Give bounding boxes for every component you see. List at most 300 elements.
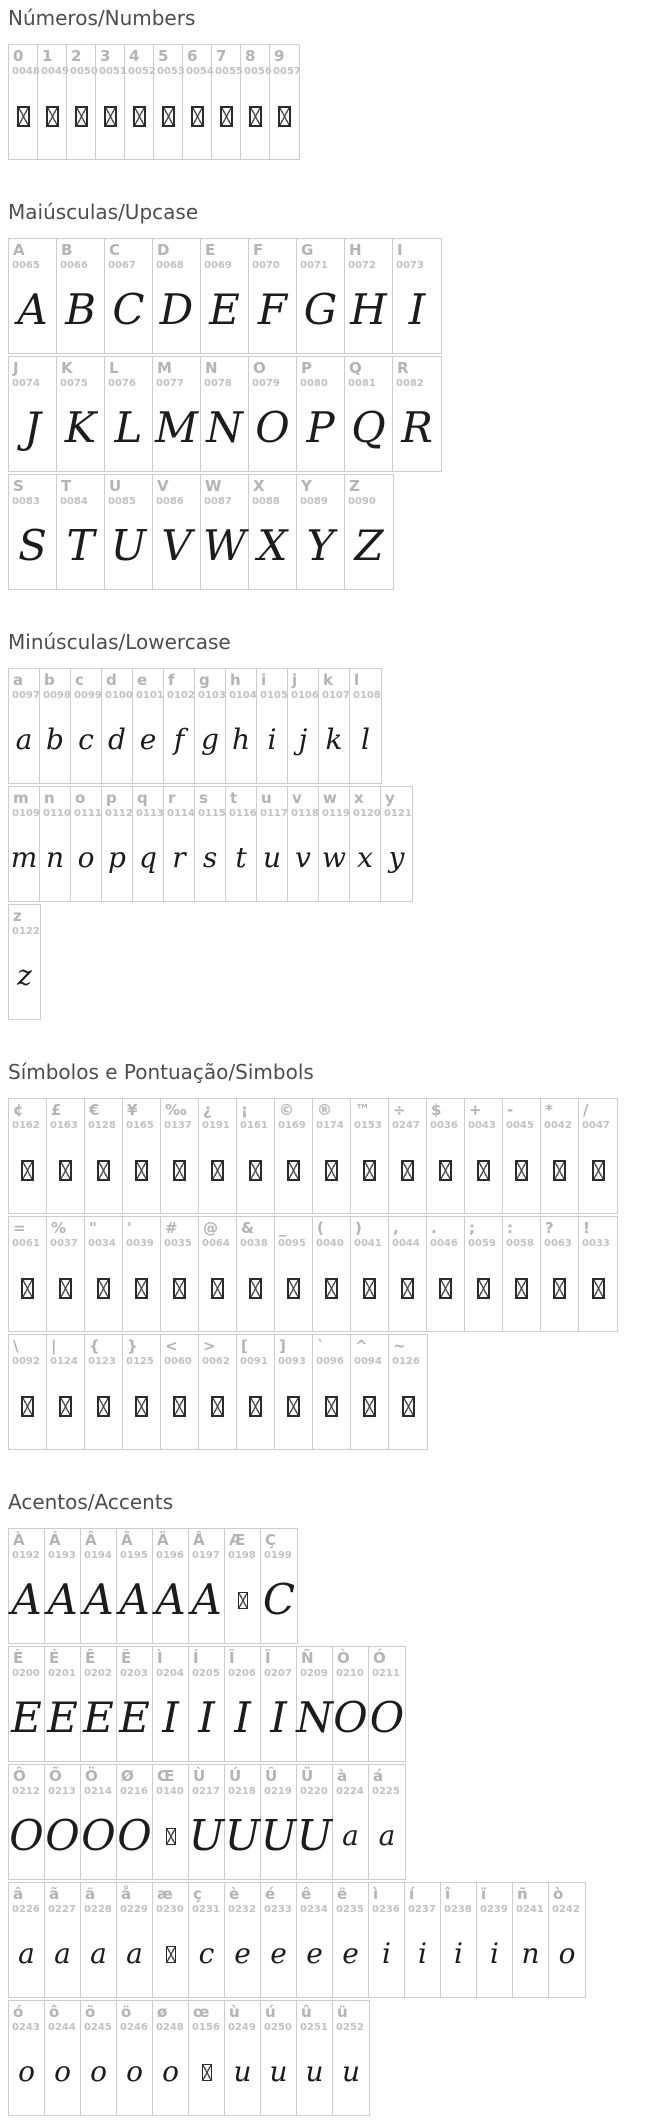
char-glyph: v (295, 841, 311, 874)
glyph-area (241, 79, 269, 153)
char-code: 0044 (392, 1238, 420, 1249)
char-label: È (13, 1649, 24, 1667)
char-label: } (127, 1337, 138, 1355)
char-glyph: I (198, 1693, 215, 1742)
char-code: 0128 (88, 1120, 116, 1131)
char-code: 0077 (156, 378, 184, 389)
missing-glyph-icon (173, 1160, 186, 1181)
char-label: Ç (265, 1531, 277, 1549)
missing-glyph-icon (59, 1396, 72, 1417)
char-code: 0106 (291, 690, 319, 701)
char-cell-0110 (40, 787, 71, 901)
char-code: 0068 (156, 260, 184, 271)
char-label: í (409, 1885, 415, 1903)
char-cell-0245 (81, 2001, 117, 2115)
char-cell-0048 (9, 45, 38, 159)
char-glyph: I (234, 1693, 251, 1742)
char-label: è (229, 1885, 240, 1903)
glyph-area (81, 1681, 116, 1755)
missing-glyph-icon (59, 1278, 72, 1299)
char-cell-0085 (105, 475, 153, 589)
char-label: Â (85, 1531, 97, 1549)
glyph-area (465, 1251, 502, 1325)
char-label: ^ (355, 1337, 368, 1355)
char-cell-0075 (57, 357, 105, 471)
glyph-area (9, 273, 56, 347)
char-label: ò (553, 1885, 564, 1903)
char-label: ú (265, 2003, 276, 2021)
glyph-area (45, 2035, 80, 2109)
glyph-area (81, 1799, 116, 1873)
char-glyph: i (418, 1937, 427, 1970)
glyph-area (9, 703, 39, 777)
char-glyph: r (172, 841, 186, 874)
glyph-area (381, 821, 412, 895)
char-cell-0140 (153, 1765, 189, 1879)
char-label: Z (349, 477, 360, 495)
char-code: 0113 (136, 808, 164, 819)
char-code: 0100 (105, 690, 133, 701)
missing-glyph-icon (515, 1278, 528, 1299)
glyph-area (81, 2035, 116, 2109)
glyph-area (225, 1917, 260, 1991)
char-code: 0060 (164, 1356, 192, 1367)
char-cell-0218 (225, 1765, 261, 1879)
char-cell-0107 (319, 669, 350, 783)
glyph-area (161, 1369, 198, 1443)
char-label: ¥ (127, 1101, 138, 1119)
char-label: $ (431, 1101, 442, 1119)
char-code: 0099 (74, 690, 102, 701)
char-label: Å (193, 1531, 205, 1549)
char-code: 0063 (544, 1238, 572, 1249)
char-code: 0191 (202, 1120, 230, 1131)
char-code: 0087 (204, 496, 232, 507)
char-code: 0085 (108, 496, 136, 507)
glyph-area (261, 1681, 296, 1755)
char-code: 0097 (12, 690, 40, 701)
char-label: ® (317, 1101, 332, 1119)
char-code: 0213 (48, 1786, 76, 1797)
section-title-accents: Acentos/Accents (8, 1490, 174, 1514)
char-code: 0123 (88, 1356, 116, 1367)
missing-glyph-icon (592, 1160, 605, 1181)
char-code: 0124 (50, 1356, 78, 1367)
glyph-area (345, 391, 392, 465)
char-table-uppercase (8, 238, 661, 590)
char-code: 0220 (300, 1786, 328, 1797)
missing-glyph-icon (17, 106, 30, 127)
char-label: á (373, 1767, 384, 1785)
char-cell-0056 (241, 45, 270, 159)
missing-glyph-icon (75, 106, 88, 127)
char-label: f (168, 671, 175, 689)
char-label: I (397, 241, 403, 259)
glyph-area (9, 821, 39, 895)
char-glyph: o (77, 841, 95, 874)
missing-glyph-icon (220, 106, 233, 127)
char-cell-0090 (345, 475, 393, 589)
char-label: Ñ (301, 1649, 314, 1667)
section-title-uppercase: Maiúsculas/Upcase (8, 200, 199, 224)
char-code: 0235 (336, 1904, 364, 1915)
char-glyph: e (306, 1937, 323, 1970)
glyph-area (261, 1799, 296, 1873)
char-cell-0083 (9, 475, 57, 589)
char-glyph: q (139, 841, 157, 874)
char-code: 0229 (120, 1904, 148, 1915)
char-code: 0199 (264, 1550, 292, 1561)
missing-glyph-icon (249, 1278, 262, 1299)
char-cell-0091 (237, 1335, 275, 1449)
char-code: 0096 (316, 1356, 344, 1367)
char-cell-0053 (154, 45, 183, 159)
char-cell-0248 (153, 2001, 189, 2115)
char-label: R (397, 359, 409, 377)
missing-glyph-icon (401, 1278, 414, 1299)
glyph-area (393, 273, 441, 347)
char-code: 0165 (126, 1120, 154, 1131)
glyph-area (275, 1369, 312, 1443)
glyph-area (541, 1133, 578, 1207)
char-row (8, 356, 442, 472)
char-code: 0228 (84, 1904, 112, 1915)
char-glyph: D (159, 285, 194, 334)
char-label: û (301, 2003, 312, 2021)
char-label: l (354, 671, 360, 689)
char-cell-0125 (123, 1335, 161, 1449)
char-code: 0219 (264, 1786, 292, 1797)
char-code: 0054 (186, 66, 214, 77)
char-label: æ (157, 1885, 173, 1903)
glyph-area (102, 821, 132, 895)
glyph-area (85, 1369, 122, 1443)
section-uppercase (8, 200, 661, 590)
char-label: Ä (157, 1531, 169, 1549)
glyph-area (71, 703, 101, 777)
glyph-area (67, 79, 95, 153)
char-code: 0055 (215, 66, 243, 77)
char-label: â (13, 1885, 24, 1903)
char-code: 0125 (126, 1356, 154, 1367)
char-cell-0069 (201, 239, 249, 353)
char-cell-0044 (389, 1217, 427, 1331)
char-cell-0200 (9, 1647, 45, 1761)
char-cell-0106 (288, 669, 319, 783)
char-glyph: U (110, 521, 147, 570)
glyph-area (441, 1917, 476, 1991)
char-code: 0198 (228, 1550, 256, 1561)
char-label: h (230, 671, 241, 689)
char-cell-0128 (85, 1099, 123, 1213)
char-cell-0096 (313, 1335, 351, 1449)
glyph-area (85, 1251, 122, 1325)
char-cell-0104 (226, 669, 257, 783)
char-label: © (279, 1101, 294, 1119)
char-code: 0035 (164, 1238, 192, 1249)
char-label: ï (481, 1885, 487, 1903)
glyph-area (45, 1799, 80, 1873)
char-label: Ù (193, 1767, 206, 1785)
char-code: 0073 (396, 260, 424, 271)
glyph-area (81, 1917, 116, 1991)
char-label: x (354, 789, 364, 807)
missing-glyph-icon (553, 1278, 566, 1299)
char-cell-0203 (117, 1647, 153, 1761)
char-cell-0199 (261, 1529, 297, 1643)
char-label: ü (337, 2003, 348, 2021)
char-code: 0200 (12, 1668, 40, 1679)
glyph-area (333, 1917, 368, 1991)
char-label: 4 (129, 47, 140, 65)
char-label: - (507, 1101, 514, 1119)
char-row (8, 668, 382, 784)
char-code: 0052 (128, 66, 156, 77)
char-label: # (165, 1219, 178, 1237)
char-label: c (75, 671, 84, 689)
char-cell-0212 (9, 1765, 45, 1879)
char-cell-0035 (161, 1217, 199, 1331)
missing-glyph-icon (553, 1160, 566, 1181)
section-title-numbers: Números/Numbers (8, 6, 196, 30)
char-code: 0233 (264, 1904, 292, 1915)
char-cell-0163 (47, 1099, 85, 1213)
char-code: 0033 (582, 1238, 610, 1249)
char-cell-0210 (333, 1647, 369, 1761)
glyph-area (275, 1251, 312, 1325)
glyph-area (477, 1917, 512, 1991)
char-glyph: a (126, 1937, 143, 1970)
char-code: 0070 (252, 260, 280, 271)
missing-glyph-icon (325, 1278, 338, 1299)
char-code: 0244 (48, 2022, 76, 2033)
char-cell-0243 (9, 2001, 45, 2115)
char-label: { (89, 1337, 100, 1355)
char-code: 0089 (300, 496, 328, 507)
char-code: 0209 (300, 1668, 328, 1679)
char-cell-0040 (313, 1217, 351, 1331)
char-code: 0104 (229, 690, 257, 701)
char-label: Ú (229, 1767, 242, 1785)
char-cell-0119 (319, 787, 350, 901)
char-cell-0108 (350, 669, 381, 783)
char-label: ( (317, 1219, 324, 1237)
glyph-area (427, 1251, 464, 1325)
char-code: 0076 (108, 378, 136, 389)
glyph-area (226, 703, 256, 777)
glyph-area (9, 1799, 44, 1873)
char-glyph: O (369, 1693, 405, 1742)
char-glyph: z (17, 959, 32, 992)
char-cell-0161 (237, 1099, 275, 1213)
char-cell-0191 (199, 1099, 237, 1213)
char-code: 0046 (430, 1238, 458, 1249)
char-label: S (13, 477, 24, 495)
char-cell-0072 (345, 239, 393, 353)
glyph-area (225, 2035, 260, 2109)
char-label: ã (49, 1885, 60, 1903)
char-glyph: A (155, 1575, 186, 1624)
char-label: p (106, 789, 117, 807)
char-code: 0122 (12, 926, 40, 937)
char-cell-0067 (105, 239, 153, 353)
char-glyph: J (24, 403, 41, 452)
char-cell-0081 (345, 357, 393, 471)
char-code: 0038 (240, 1238, 268, 1249)
char-cell-0122 (9, 905, 40, 1019)
char-cell-0038 (237, 1217, 275, 1331)
char-row (8, 1528, 298, 1644)
char-label: T (61, 477, 72, 495)
glyph-area (541, 1251, 578, 1325)
glyph-area (45, 1563, 80, 1637)
missing-glyph-icon (287, 1278, 300, 1299)
char-label: " (89, 1219, 97, 1237)
char-label: à (337, 1767, 348, 1785)
char-label: j (292, 671, 298, 689)
missing-glyph-icon (477, 1278, 490, 1299)
glyph-area (9, 1251, 46, 1325)
missing-glyph-icon (325, 1160, 338, 1181)
char-glyph: y (388, 841, 405, 874)
char-code: 0114 (167, 808, 195, 819)
char-glyph: E (119, 1693, 150, 1742)
glyph-area (123, 1133, 160, 1207)
missing-glyph-icon (211, 1396, 224, 1417)
glyph-area (9, 2035, 44, 2109)
glyph-area (105, 273, 152, 347)
char-label: Æ (229, 1531, 246, 1549)
char-cell-0102 (164, 669, 195, 783)
char-label: Í (193, 1649, 199, 1667)
glyph-area (369, 1799, 405, 1873)
char-cell-0205 (189, 1647, 225, 1761)
char-code: 0211 (372, 1668, 400, 1679)
char-cell-0231 (189, 1883, 225, 1997)
section-title-symbols: Símbolos e Pontuação/Simbols (8, 1060, 314, 1084)
char-code: 0238 (444, 1904, 472, 1915)
char-cell-0059 (465, 1217, 503, 1331)
char-cell-0195 (117, 1529, 153, 1643)
char-glyph: B (65, 285, 96, 334)
char-code: 0203 (120, 1668, 148, 1679)
char-glyph: a (15, 723, 33, 756)
glyph-area (9, 1133, 46, 1207)
char-label: e (137, 671, 148, 689)
char-glyph: O (117, 1811, 152, 1860)
char-code: 0217 (192, 1786, 220, 1797)
char-label: / (583, 1101, 589, 1119)
char-cell-0052 (125, 45, 154, 159)
glyph-area (117, 1563, 152, 1637)
char-label: % (51, 1219, 67, 1237)
char-glyph: o (18, 2055, 35, 2088)
char-code: 0174 (316, 1120, 344, 1131)
char-glyph: c (78, 723, 94, 756)
char-cell-0093 (275, 1335, 313, 1449)
glyph-area (297, 273, 344, 347)
char-row (8, 1646, 406, 1762)
glyph-area (153, 391, 200, 465)
glyph-area (226, 821, 256, 895)
char-glyph: I (162, 1693, 179, 1742)
char-glyph: i (267, 723, 277, 756)
char-label: H (349, 241, 362, 259)
char-glyph: S (18, 521, 47, 570)
glyph-area (189, 1917, 224, 1991)
char-glyph: N (206, 403, 243, 452)
char-label: i (261, 671, 267, 689)
char-glyph: l (361, 723, 370, 756)
glyph-area (249, 509, 296, 583)
char-code: 0242 (552, 1904, 580, 1915)
char-glyph: e (342, 1937, 359, 1970)
char-glyph: a (342, 1819, 359, 1852)
char-cell-0089 (297, 475, 345, 589)
char-cell-0114 (164, 787, 195, 901)
glyph-area (189, 1681, 224, 1755)
char-cell-0034 (85, 1217, 123, 1331)
char-cell-0156 (189, 2001, 225, 2115)
glyph-area (164, 821, 194, 895)
glyph-area (297, 1681, 332, 1755)
char-glyph: p (108, 841, 126, 874)
char-row (8, 1216, 618, 1332)
missing-glyph-icon (46, 106, 59, 127)
char-label: ç (193, 1885, 202, 1903)
char-code: 0243 (12, 2022, 40, 2033)
glyph-area (249, 391, 296, 465)
char-label: ? (545, 1219, 554, 1237)
missing-glyph-icon (21, 1160, 34, 1181)
char-cell-0227 (45, 1883, 81, 1997)
char-code: 0082 (396, 378, 424, 389)
char-code: 0118 (291, 808, 319, 819)
char-code: 0161 (240, 1120, 268, 1131)
char-glyph: C (112, 285, 145, 334)
char-cell-0077 (153, 357, 201, 471)
glyph-area (503, 1251, 540, 1325)
glyph-area (427, 1133, 464, 1207)
char-code: 0224 (336, 1786, 364, 1797)
char-cell-0063 (541, 1217, 579, 1331)
char-label: Ö (85, 1767, 98, 1785)
char-cell-0224 (333, 1765, 369, 1879)
char-code: 0153 (354, 1120, 382, 1131)
char-label: [ (241, 1337, 248, 1355)
char-cell-0196 (153, 1529, 189, 1643)
char-cell-0062 (199, 1335, 237, 1449)
missing-glyph-icon (97, 1396, 110, 1417)
char-label: 3 (100, 47, 111, 65)
char-glyph: u (341, 2055, 361, 2088)
char-code: 0241 (516, 1904, 544, 1915)
char-glyph: i (454, 1937, 463, 1970)
char-label: ø (157, 2003, 168, 2021)
char-code: 0066 (60, 260, 88, 271)
char-cell-0100 (102, 669, 133, 783)
char-label: X (253, 477, 265, 495)
glyph-area (212, 79, 240, 153)
char-cell-0246 (117, 2001, 153, 2115)
char-label: 9 (274, 47, 285, 65)
char-code: 0202 (84, 1668, 112, 1679)
char-label: Y (301, 477, 312, 495)
glyph-area (225, 1681, 260, 1755)
char-code: 0111 (74, 808, 102, 819)
char-label: 0 (13, 47, 24, 65)
char-label: d (106, 671, 117, 689)
